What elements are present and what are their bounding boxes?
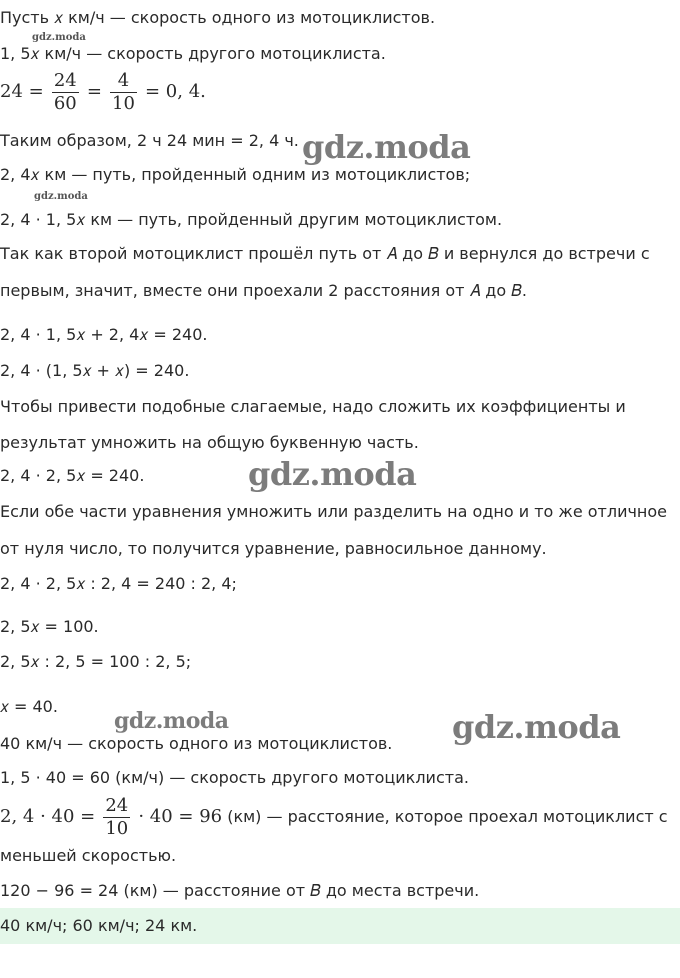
text-line-5: 2, 4𝑥 км — путь, пройденный одним из мотоциклистов; (0, 165, 471, 184)
text-line-20: 40 км/ч — скорость одного из мотоциклистов. (0, 734, 393, 753)
text-line-24: 120 − 96 = 24 (км) — расстояние от 𝐵 до места встречи. (0, 881, 480, 900)
fraction-denominator: 10 (105, 818, 129, 839)
eq-time-mid: = (86, 81, 102, 102)
text-line-1: Пусть 𝑥 км/ч — скорость одного из мотоциклистов. (0, 8, 436, 27)
text-line-12: результат умножить на общую буквенную часть. (0, 433, 419, 452)
text-line-9: 2, 4 · 1, 5𝑥 + 2, 4𝑥 = 240. (0, 325, 208, 344)
watermark-small-1: gdz.moda (32, 32, 86, 43)
eq-dist-tail: (км) — расстояние, которое проехал мотоциклист с (222, 807, 668, 826)
text-line-4: Таким образом, 2 ч 24 мин = 2, 4 ч. (0, 131, 299, 150)
fraction-4-10 (110, 70, 137, 115)
text-line-2: 1, 5𝑥 км/ч — скорость другого мотоциклиста. (0, 44, 386, 63)
fraction-numerator: 24 (53, 70, 77, 91)
fraction-denominator: 60 (53, 93, 77, 114)
fraction-24-60 (52, 70, 79, 115)
text-line-8: первым, значит, вместе они проехали 2 расстояния от 𝐴 до 𝐵. (0, 281, 527, 300)
text-line-19: 𝑥 = 40. (0, 697, 58, 716)
text-line-21: 1, 5 · 40 = 60 (км/ч) — скорость другого мотоциклиста. (0, 768, 469, 787)
fraction-numerator: 24 (105, 795, 129, 816)
text-line-6: 2, 4 · 1, 5𝑥 км — путь, пройденный другим мотоциклистом. (0, 210, 503, 229)
text-line-23: меньшей скоростью. (0, 846, 177, 865)
eq-time-lhs: 24 = (0, 81, 44, 102)
watermark-large-4: gdz.moda (452, 708, 621, 746)
watermark-large-3: gdz.moda (114, 708, 229, 734)
text-line-10: 2, 4 · (1, 5𝑥 + 𝑥) = 240. (0, 361, 190, 380)
answer-text: 40 км/ч; 60 км/ч; 24 км. (0, 916, 198, 935)
watermark-large-2: gdz.moda (248, 455, 417, 493)
text-line-14: Если обе части уравнения умножить или разделить на одно и то же отличное (0, 502, 668, 521)
text-line-15: от нуля число, то получится уравнение, равносильное данному. (0, 539, 547, 558)
equation-time-conversion (0, 70, 206, 115)
eq-dist-rhs: · 40 = 96 (138, 806, 223, 827)
eq-time-rhs: = 0, 4. (145, 81, 206, 102)
text-line-17: 2, 5𝑥 = 100. (0, 617, 99, 636)
fraction-24-10 (103, 795, 130, 840)
text-line-18: 2, 5𝑥 : 2, 5 = 100 : 2, 5; (0, 652, 192, 671)
fraction-denominator: 10 (112, 93, 135, 114)
text-line-7: Так как второй мотоциклист прошёл путь от 𝐴 до 𝐵 и вернулся до встречи с (0, 244, 650, 263)
text-line-13: 2, 4 · 2, 5𝑥 = 240. (0, 466, 145, 485)
text-line-11: Чтобы привести подобные слагаемые, надо сложить их коэффициенты и (0, 397, 626, 416)
watermark-large-1: gdz.moda (302, 128, 471, 166)
eq-dist-lhs: 2, 4 · 40 = (0, 806, 96, 827)
equation-distance (0, 792, 668, 842)
watermark-small-2: gdz.moda (34, 191, 88, 202)
text-line-16: 2, 4 · 2, 5𝑥 : 2, 4 = 240 : 2, 4; (0, 574, 237, 593)
fraction-numerator: 4 (110, 70, 137, 93)
